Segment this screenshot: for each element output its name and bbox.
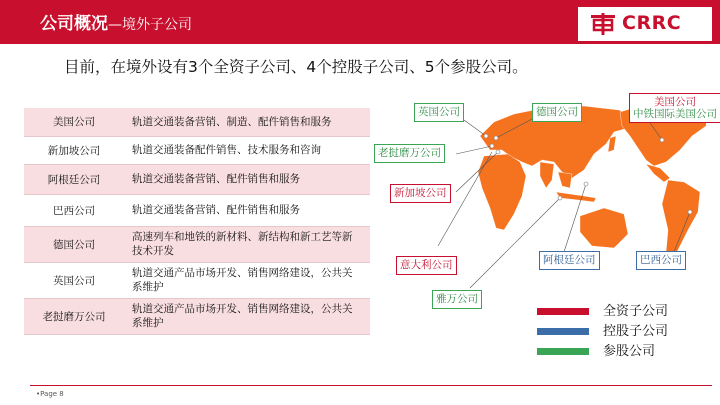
callout-germany: 德国公司 [532, 103, 582, 122]
subsidiary-table [24, 108, 370, 335]
company-desc: 轨道交通装备配件销售、技术服务和咨询 [124, 136, 370, 164]
footer-divider [30, 385, 712, 386]
company-name: 英国公司 [24, 262, 124, 298]
header-bar [0, 0, 720, 44]
table-row [24, 262, 370, 298]
se-asia-landmass [558, 172, 572, 188]
headline: 目前，在境外设有3个全资子公司、4个控股子公司、5个参股公司。 [64, 58, 528, 76]
title-sub: —境外子公司 [108, 17, 192, 33]
callout-usa [629, 93, 720, 123]
callout-usa-line2: 中铁国际美国公司 [633, 108, 717, 120]
callout-brazil: 巴西公司 [636, 251, 686, 270]
south-america-landmass [662, 180, 700, 262]
legend-label: 参股公司 [603, 344, 656, 359]
callout-italy: 意大利公司 [396, 256, 457, 275]
australia-landmass [580, 208, 628, 248]
table-row [24, 298, 370, 334]
callout-uk: 英国公司 [414, 103, 464, 122]
legend-swatch-holding [537, 328, 589, 335]
legend-swatch-wholly-owned [537, 308, 589, 315]
callout-jakarta: 雅万公司 [432, 290, 482, 309]
callout-singapore: 新加坡公司 [390, 184, 451, 203]
page-title [40, 9, 192, 34]
legend-label: 控股子公司 [603, 324, 669, 339]
callout-laos: 老挝磨万公司 [374, 144, 445, 163]
callout-usa-line1: 美国公司 [654, 96, 696, 108]
page-number: •Page 8 [36, 390, 64, 398]
crrc-logo [578, 7, 712, 41]
company-name: 德国公司 [24, 226, 124, 262]
africa-landmass [478, 154, 526, 230]
company-name: 巴西公司 [24, 194, 124, 226]
company-name: 美国公司 [24, 108, 124, 136]
company-desc: 轨道交通产品市场开发、销售网络建设，公共关系维护 [124, 262, 370, 298]
company-desc: 轨道交通装备营销、制造、配件销售和服务 [124, 108, 370, 136]
legend-swatch-participating [537, 348, 589, 355]
table-row [24, 194, 370, 226]
company-desc: 轨道交通装备营销、配件销售和服务 [124, 164, 370, 194]
central-america-landmass [646, 164, 670, 182]
company-name: 老挝磨万公司 [24, 298, 124, 334]
company-desc: 高速列车和地铁的新材料、新结构和新工艺等新技术开发 [124, 226, 370, 262]
logo-text: CRRC [622, 12, 682, 34]
table-row [24, 136, 370, 164]
company-desc: 轨道交通装备营销、配件销售和服务 [124, 194, 370, 226]
crrc-emblem-icon [590, 12, 616, 36]
title-main: 公司概况 [40, 14, 108, 34]
india-landmass [540, 162, 554, 188]
company-desc: 轨道交通产品市场开发、销售网络建设，公共关系维护 [124, 298, 370, 334]
company-name: 新加坡公司 [24, 136, 124, 164]
legend-label: 全资子公司 [603, 304, 669, 319]
table-row [24, 164, 370, 194]
table-row [24, 108, 370, 136]
table-row [24, 226, 370, 262]
company-name: 阿根廷公司 [24, 164, 124, 194]
callout-argentina: 阿根廷公司 [539, 251, 600, 270]
